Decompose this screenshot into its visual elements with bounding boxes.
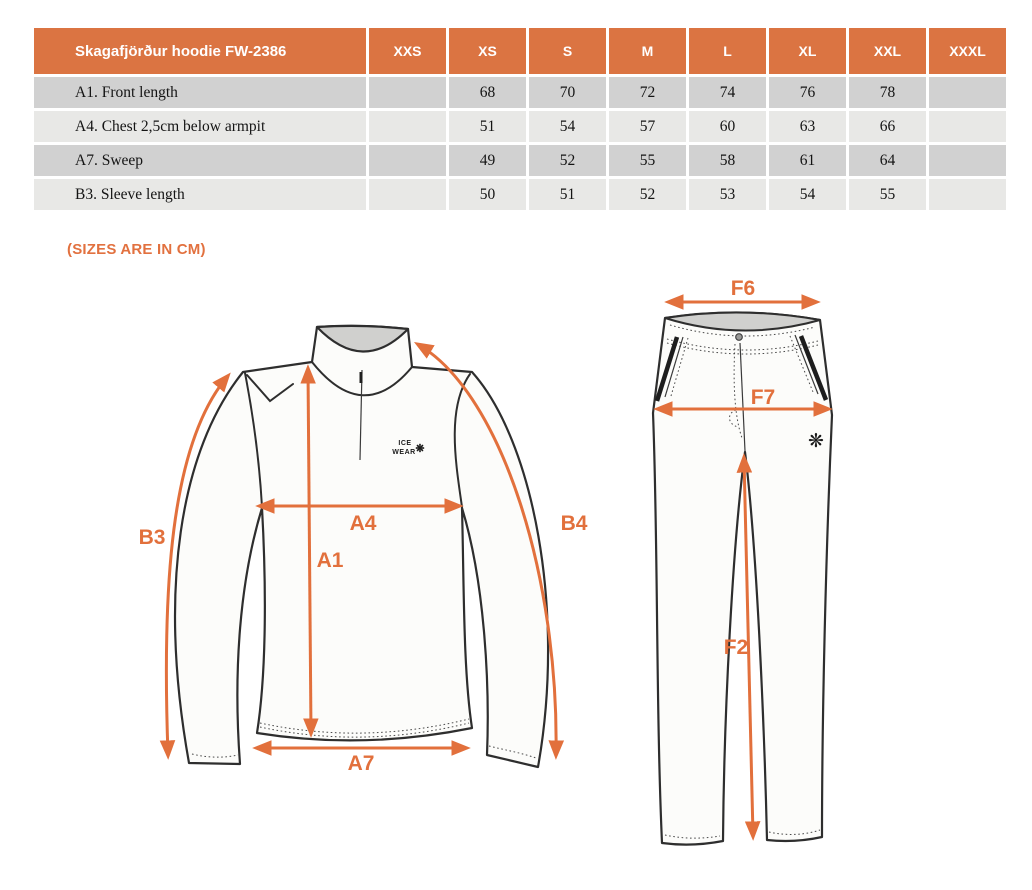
cell-value: 60 <box>689 111 766 142</box>
cell-value: 55 <box>609 145 686 176</box>
size-col-xs: XS <box>449 28 526 74</box>
cell-value: 52 <box>529 145 606 176</box>
dim-label-b3: B3 <box>138 526 166 549</box>
sizes-note: (SIZES ARE IN CM) <box>67 241 206 258</box>
cell-value: 68 <box>449 77 526 108</box>
size-col-s: S <box>529 28 606 74</box>
cell-value <box>369 179 446 210</box>
row-label: B3. Sleeve length <box>34 179 366 210</box>
snowflake-icon: ❋ <box>808 431 824 452</box>
size-col-l: L <box>689 28 766 74</box>
cell-value: 72 <box>609 77 686 108</box>
size-chart-table <box>31 25 1009 213</box>
dim-label-f2: F2 <box>723 636 749 659</box>
row-label: A7. Sweep <box>34 145 366 176</box>
cell-value: 54 <box>529 111 606 142</box>
cell-value <box>369 145 446 176</box>
size-col-m: M <box>609 28 686 74</box>
table-row-sleeve-length <box>34 179 1006 210</box>
size-col-xl: XL <box>769 28 846 74</box>
cell-value: 74 <box>689 77 766 108</box>
pants-diagram <box>620 277 900 860</box>
snowflake-icon: ❋ <box>415 443 425 455</box>
brand-logo-line2: WEAR <box>392 449 416 456</box>
cell-value: 66 <box>849 111 926 142</box>
dim-label-f7: F7 <box>750 386 776 409</box>
cell-value: 55 <box>849 179 926 210</box>
cell-value: 54 <box>769 179 846 210</box>
cell-value <box>929 145 1006 176</box>
cell-value: 76 <box>769 77 846 108</box>
dim-label-b4: B4 <box>560 512 588 535</box>
cell-value: 70 <box>529 77 606 108</box>
cell-value: 49 <box>449 145 526 176</box>
hoodie-diagram <box>60 280 620 790</box>
table-header-row <box>34 28 1006 74</box>
brand-logo-line1: ICE <box>398 440 412 447</box>
cell-value: 58 <box>689 145 766 176</box>
cell-value <box>369 111 446 142</box>
row-label: A1. Front length <box>34 77 366 108</box>
cell-value: 64 <box>849 145 926 176</box>
cell-value: 78 <box>849 77 926 108</box>
size-col-xxl: XXL <box>849 28 926 74</box>
cell-value: 52 <box>609 179 686 210</box>
table-row-sweep <box>34 145 1006 176</box>
waist-button <box>736 334 743 341</box>
cell-value: 51 <box>449 111 526 142</box>
cell-value <box>929 77 1006 108</box>
dim-label-f6: F6 <box>730 277 756 300</box>
cell-value: 63 <box>769 111 846 142</box>
cell-value: 57 <box>609 111 686 142</box>
row-label: A4. Chest 2,5cm below armpit <box>34 111 366 142</box>
cell-value <box>369 77 446 108</box>
product-title: Skagafjörður hoodie FW-2386 <box>34 28 366 74</box>
cell-value: 53 <box>689 179 766 210</box>
cell-value: 51 <box>529 179 606 210</box>
cell-value <box>929 179 1006 210</box>
cell-value: 50 <box>449 179 526 210</box>
table-row-front-length <box>34 77 1006 108</box>
dim-label-a1: A1 <box>316 549 344 572</box>
cell-value: 61 <box>769 145 846 176</box>
cell-value <box>929 111 1006 142</box>
size-col-xxs: XXS <box>369 28 446 74</box>
size-col-xxxl: XXXL <box>929 28 1006 74</box>
table-row-chest <box>34 111 1006 142</box>
dim-label-a4: A4 <box>349 512 377 535</box>
dim-label-a7: A7 <box>347 752 375 775</box>
